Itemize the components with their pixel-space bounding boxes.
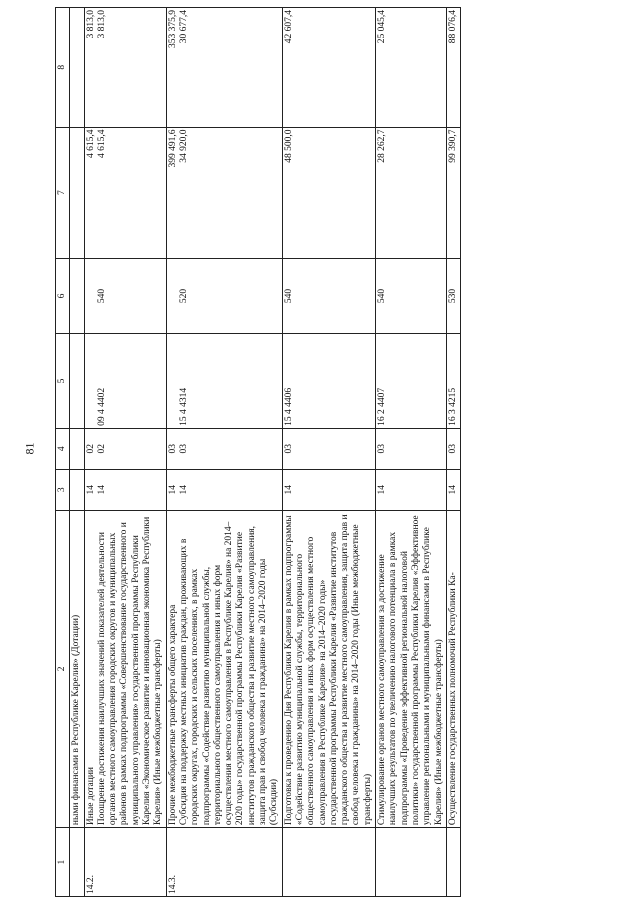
cell-target-code bbox=[70, 334, 84, 429]
cell-amount-planned: 48 500,0 bbox=[282, 127, 375, 258]
row-number: 14.3. bbox=[166, 828, 282, 897]
table-row bbox=[376, 8, 447, 897]
cell-amount-executed: 25 045,4 bbox=[376, 8, 447, 128]
cell-section: 14 bbox=[96, 484, 107, 495]
cell-subsection: 03 bbox=[376, 428, 447, 469]
row-number bbox=[376, 828, 447, 897]
cell-target-code bbox=[168, 336, 179, 426]
row-number bbox=[446, 828, 460, 897]
row-name: Осуществление государственных полномочий Республики Ка- bbox=[446, 510, 460, 828]
cell-amount-planned: 28 262,7 bbox=[376, 127, 447, 258]
cell-subsection: 03 bbox=[178, 444, 189, 454]
row-name: Поощрение достижения наилучших значений показателей деятельности органов местного самоуправления городских округов и муниципальных районов в рамках подпрограммы «Совершенствование государственного и муниципального управления» государственной программы Республики Карелия «Экономическое развитие и инновационная экономика Республики Карелия» (Иные межбюджетные трансферты) bbox=[96, 516, 164, 826]
cell-section: 14 bbox=[376, 469, 447, 510]
cell-subsection: 03 bbox=[446, 428, 460, 469]
cell-section bbox=[70, 469, 84, 510]
column-header-1: 1 bbox=[56, 828, 70, 897]
cell-section: 14 bbox=[178, 484, 189, 495]
cell-section: 14 bbox=[167, 484, 178, 495]
cell-amount-planned bbox=[70, 127, 84, 258]
cell-section: 14 bbox=[282, 469, 375, 510]
cell-target-code: 15 4 4314 bbox=[178, 387, 189, 426]
cell-expense-type: 530 bbox=[446, 258, 460, 333]
cell-amount-executed: 3 813,0 bbox=[96, 10, 107, 39]
row-name: Иные дотации bbox=[85, 767, 96, 826]
table-row bbox=[282, 8, 375, 897]
cell-amount-executed: 42 607,4 bbox=[282, 8, 375, 128]
cell-target-code: 09 4 4402 bbox=[96, 387, 107, 426]
cell-amount-executed: 353 375,9 bbox=[167, 10, 178, 48]
row-name: Подготовка к проведению Дня Республики Карелия в рамках подпрограммы «Содействие развитию муниципальной службы, территориального общественного самоуправления и иных форм осуществления местного самоуправления в Республике Карелия» на 2014–2020 годы» государственной программы Республики Карелия «Развитие институтов гражданского общества и развитие местного самоуправления, защита прав и свобод человека и гражданина» на 2014–2020 годы (Иные межбюджетные трансферты) bbox=[282, 510, 375, 828]
row-name: Стимулирование органов местного самоуправления за достижение наилучших результатов по увеличению налогового потенциала в рамках подпрограммы «Проведение эффективной региональной налоговой политики» государственной программы Республики Карелия «Эффективное управление региональными и муниципальными финансами в Республике Карелия» (Иные межбюджетные трансферты) bbox=[376, 510, 447, 828]
cell-amount-executed bbox=[70, 8, 84, 128]
budget-table bbox=[55, 7, 461, 897]
column-header-8: 8 bbox=[56, 8, 70, 128]
cell-amount-executed: 88 076,4 bbox=[446, 8, 460, 128]
table-row bbox=[70, 8, 84, 897]
cell-expense-type bbox=[70, 258, 84, 333]
cell-amount-planned: 4 615,4 bbox=[96, 129, 107, 159]
column-header-5: 5 bbox=[56, 334, 70, 429]
page-number: 81 bbox=[22, 442, 37, 455]
row-number: 14.2. bbox=[84, 828, 166, 897]
cell-subsection: 02 bbox=[85, 444, 96, 454]
column-header-2: 2 bbox=[56, 510, 70, 828]
cell-expense-type: 520 bbox=[178, 288, 189, 304]
cell-amount-executed: 30 677,4 bbox=[178, 10, 189, 44]
column-header-4: 4 bbox=[56, 428, 70, 469]
column-header-3: 3 bbox=[56, 469, 70, 510]
cell-expense-type bbox=[168, 261, 179, 331]
table-row bbox=[166, 8, 282, 897]
cell-amount-executed: 3 813,0 bbox=[85, 10, 96, 39]
row-name: ными финансами в Республике Карелия» (Дотации) bbox=[70, 510, 84, 828]
column-header-6: 6 bbox=[56, 258, 70, 333]
cell-section: 14 bbox=[85, 484, 96, 495]
cell-target-code: 15 4 4406 bbox=[282, 334, 375, 429]
cell-subsection: 02 bbox=[96, 444, 107, 454]
row-number bbox=[282, 828, 375, 897]
row-name: Прочие межбюджетные трансферты общего характера bbox=[167, 604, 178, 826]
cell-amount-planned: 99 390,7 bbox=[446, 127, 460, 258]
cell-amount-planned: 34 920,0 bbox=[178, 129, 189, 163]
cell-expense-type: 540 bbox=[282, 258, 375, 333]
cell-expense-type: 540 bbox=[376, 258, 447, 333]
cell-subsection: 03 bbox=[282, 428, 375, 469]
cell-target-code: 16 2 4407 bbox=[376, 334, 447, 429]
column-header-7: 7 bbox=[56, 127, 70, 258]
cell-subsection: 03 bbox=[167, 444, 178, 454]
table-row bbox=[446, 8, 460, 897]
table-header-row bbox=[56, 8, 70, 897]
cell-amount-planned: 399 491,6 bbox=[167, 129, 178, 168]
budget-page bbox=[55, 7, 595, 897]
cell-expense-type bbox=[86, 261, 97, 331]
cell-target-code bbox=[86, 336, 97, 426]
row-name: Субсидия на поддержку местных инициатив граждан, проживающих в городских округах, городских и сельских поселениях, в рамках подпрограммы «Содействие развитию муниципальной службы, территориального общественного самоуправления и иных форм осуществления местного самоуправления в Республике Карелия» на 2014–2020 годы» государственной программы Республики Карелия «Развитие институтов гражданского общества и развитие местного самоуправления, защита прав и свобод человека и гражданина» на 2014–2020 годы (Субсидии) bbox=[178, 521, 280, 826]
cell-amount-planned: 4 615,4 bbox=[85, 129, 96, 159]
cell-expense-type: 540 bbox=[96, 288, 107, 304]
cell-section: 14 bbox=[446, 469, 460, 510]
cell-subsection bbox=[70, 428, 84, 469]
row-number bbox=[70, 828, 84, 897]
table-row bbox=[84, 8, 166, 897]
cell-target-code: 16 3 4215 bbox=[446, 334, 460, 429]
